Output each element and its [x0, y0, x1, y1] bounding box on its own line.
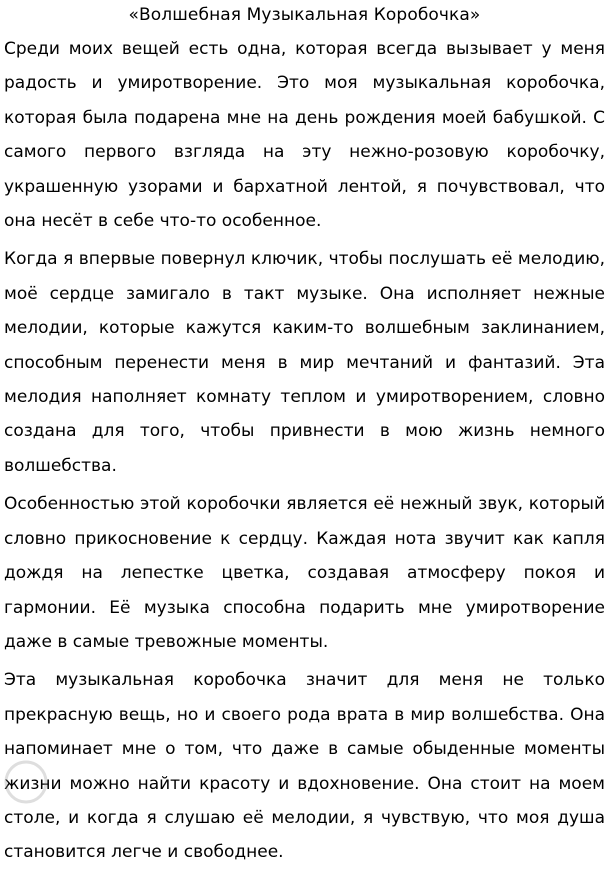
document-title: «Волшебная Музыкальная Коробочка» [128, 5, 481, 25]
paragraph-3: Особенностью этой коробочки является её нежный звук, который словно прикосновение к сердцу. Каждая нота звучит как капля дождя на лепестке цветка, создавая атмосферу покоя и гармонии. Её музыка способна подарить мне умиротворение даже в самые тревожные моменты. [4, 494, 605, 652]
paragraph-4: Эта музыкальная коробочка значит для меня не только прекрасную вещь, но и своего рода врата в мир волшебства. Она напоминает мне о том, что даже в самые обыденные моменты жизни можно найти красоту и вдохновение. Она стоит на моем столе, и когда я слушаю её мелодии, я чувствую, что моя душа становится легче и свободнее. [4, 670, 605, 863]
paragraph-1: Среди моих вещей есть одна, которая всегда вызывает у меня радость и умиротворение. Это моя музыкальная коробочка, которая была подарена мне на день рождения моей бабушкой. С самого первого взгляда на эту нежно-розовую коробочку, украшенную узорами и бархатной лентой, я почувствовал, что она несёт в себе что-то особенное. [4, 39, 605, 232]
paragraph-2: Когда я впервые повернул ключик, чтобы послушать её мелодию, моё сердце замигало в такт музыке. Она исполняет нежные мелодии, которые кажутся каким-то волшебным заклинанием, способным перенести меня в мир мечтаний и фантазий. Эта мелодия наполняет комнату теплом и умиротворением, словно создана для того, чтобы привнести в мою жизнь немного волшебства. [4, 249, 605, 476]
